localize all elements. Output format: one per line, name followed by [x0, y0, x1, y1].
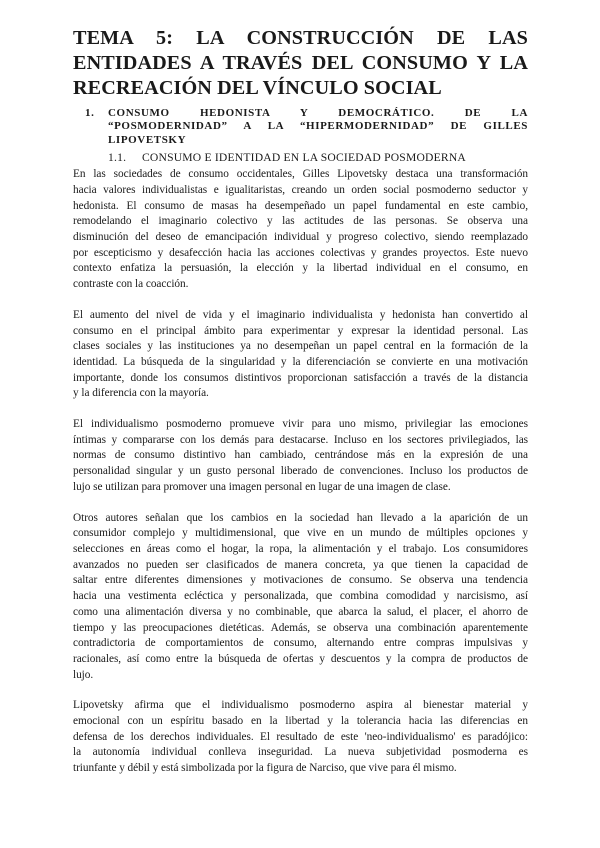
paragraph-line: avanzados no pueden ser clasificados de manera concreta, ya que tienen la capacidad de [73, 558, 528, 571]
paragraph-gap [73, 293, 528, 308]
paragraph [73, 511, 528, 684]
document-page [73, 26, 528, 777]
paragraph-line: racionales, así como entre la búsqueda de ofertas y descuentos y la compra de productos de [73, 652, 528, 665]
paragraph-line: lujo se utilizan para promover una imagen personal en lugar de una imagen de clase. [73, 480, 451, 493]
paragraph-line: como una alimentación diversa y no combinable, que abarca la salud, el placer, el ahorro de [73, 605, 528, 618]
paragraph-gap [73, 683, 528, 698]
paragraph-line: contradictoria de comportamientos de consumo, alternando entre compras impulsivas y [73, 637, 528, 650]
paragraph-line: En las sociedades de consumo occidentales, Gilles Lipovetsky destaca una transformación [73, 168, 528, 181]
paragraph [73, 417, 528, 496]
section-title [108, 107, 528, 147]
paragraph-line: selecciones en áreas como el hogar, la ropa, la alimentación y el trabajo. Los consumidores [73, 542, 528, 555]
paragraph-line: y la diferencia con la mayoría. [73, 387, 209, 400]
title-line: ENTIDADES A TRAVÉS DEL CONSUMO Y LA [73, 52, 528, 74]
section-number: 1. [85, 107, 95, 119]
paragraph-gap [73, 496, 528, 511]
section-title-line: CONSUMO HEDONISTA Y DEMOCRÁTICO. DE LA [108, 107, 528, 119]
paragraph-line: normas de consumo distintivo han cambiado, centrándose más en la expresión de una [73, 449, 528, 462]
paragraph-line: defensa de los derechos individuales. El resultado de este 'neo-individualismo' es paradójico: [73, 730, 528, 743]
document-title [73, 26, 528, 101]
title-line: TEMA 5: LA CONSTRUCCIÓN DE LAS [73, 27, 528, 49]
paragraph-line: saltar entre diferentes dimensiones y motivaciones de consumo. Se observa una tendencia [73, 574, 528, 587]
section-title-line: LIPOVETSKY [108, 133, 187, 146]
paragraph-line: El individualismo posmoderno promueve vivir para uno mismo, privilegiar las emociones [73, 418, 528, 431]
paragraph-line: lujo. [73, 668, 94, 681]
paragraph-line: por escepticismo y desafección hacia las acciones colectivas y grandes proyectos. Este nuevo [73, 246, 528, 259]
paragraph-line: El aumento del nivel de vida y el imaginario individualista y hedonista han convertido al [73, 308, 528, 321]
paragraph-line: personalidad singular y un gusto personal liberado de convenciones. Incluso los productos de [73, 465, 528, 478]
paragraph-line: hacia valores individualistas e igualitaristas, creando un orden social posmoderno seductor y [73, 183, 528, 196]
paragraph-line: contraste con la coacción. [73, 278, 189, 291]
paragraph [73, 167, 528, 293]
paragraph-line: tiempo y las preocupaciones dietéticas. Además, se observa una combinación aparentemente [73, 621, 528, 634]
paragraph-line: triunfante y débil y está simbolizada por la figura de Narciso, que vive para él mismo. [73, 762, 457, 775]
section-heading [73, 107, 528, 147]
paragraph-line: íntimas y compararse con los demás para destacarse. Incluso en los sectores privilegiados, las [73, 433, 528, 446]
paragraph-line: disminución del deseo de emancipación individual y progreso colectivo, siendo reemplazado [73, 231, 528, 244]
paragraph [73, 698, 528, 777]
paragraph-line: la autonomía individual conlleva inseguridad. La nueva subjetividad posmoderna es [73, 746, 528, 759]
subsection-title: CONSUMO E IDENTIDAD EN LA SOCIEDAD POSMODERNA [142, 151, 466, 165]
paragraph-line: emocional con un espíritu basado en la libertad y la tolerancia hacia las diferencias en [73, 715, 528, 728]
subsection-number: 1.1. [108, 151, 127, 165]
title-line: RECREACIÓN DEL VÍNCULO SOCIAL [73, 77, 442, 99]
paragraph-line: Lipovetsky afirma que el individualismo posmoderno aspira al bienestar material y [73, 699, 528, 712]
paragraph-line: remodelando el imaginario colectivo y las actitudes de las personas. Se observa una [73, 215, 528, 228]
paragraph [73, 308, 528, 402]
paragraph-gap [73, 402, 528, 417]
paragraph-line: contexto enfatiza la persuasión, la elección y la libertad individual en el consumo, en [73, 262, 528, 275]
paragraph-line: hedonista. El consumo de masas ha desempeñado un papel fundamental en este cambio, [73, 199, 528, 212]
paragraph-line: consumidor complejo y multidimensional, que vive en un mundo de múltiples opciones y [73, 527, 528, 540]
body-text [73, 167, 528, 777]
paragraph-line: consumo en el principal ámbito para experimentar y expresar la identidad personal. Las [73, 324, 528, 337]
subsection-heading [73, 151, 528, 165]
paragraph-line: identidad. La búsqueda de la singularidad y la diferenciación se convierte en una motivación [73, 355, 528, 368]
paragraph-line: hacia una vestimenta ecléctica y personalizada, que combina comodidad y narcisismo, así [73, 590, 528, 603]
section-title-line: “POSMODERNIDAD” A LA “HIPERMODERNIDAD” DE GILLES [108, 120, 528, 133]
paragraph-line: clases sociales y las instituciones ya no desempeñan un papel central en la formación de la [73, 340, 528, 353]
paragraph-line: Otros autores señalan que los cambios en la sociedad han llevado a la aparición de un [73, 511, 528, 524]
paragraph-line: importante, donde los consumos distintivos proporcionan satisfacción a través de la distancia [73, 371, 528, 384]
